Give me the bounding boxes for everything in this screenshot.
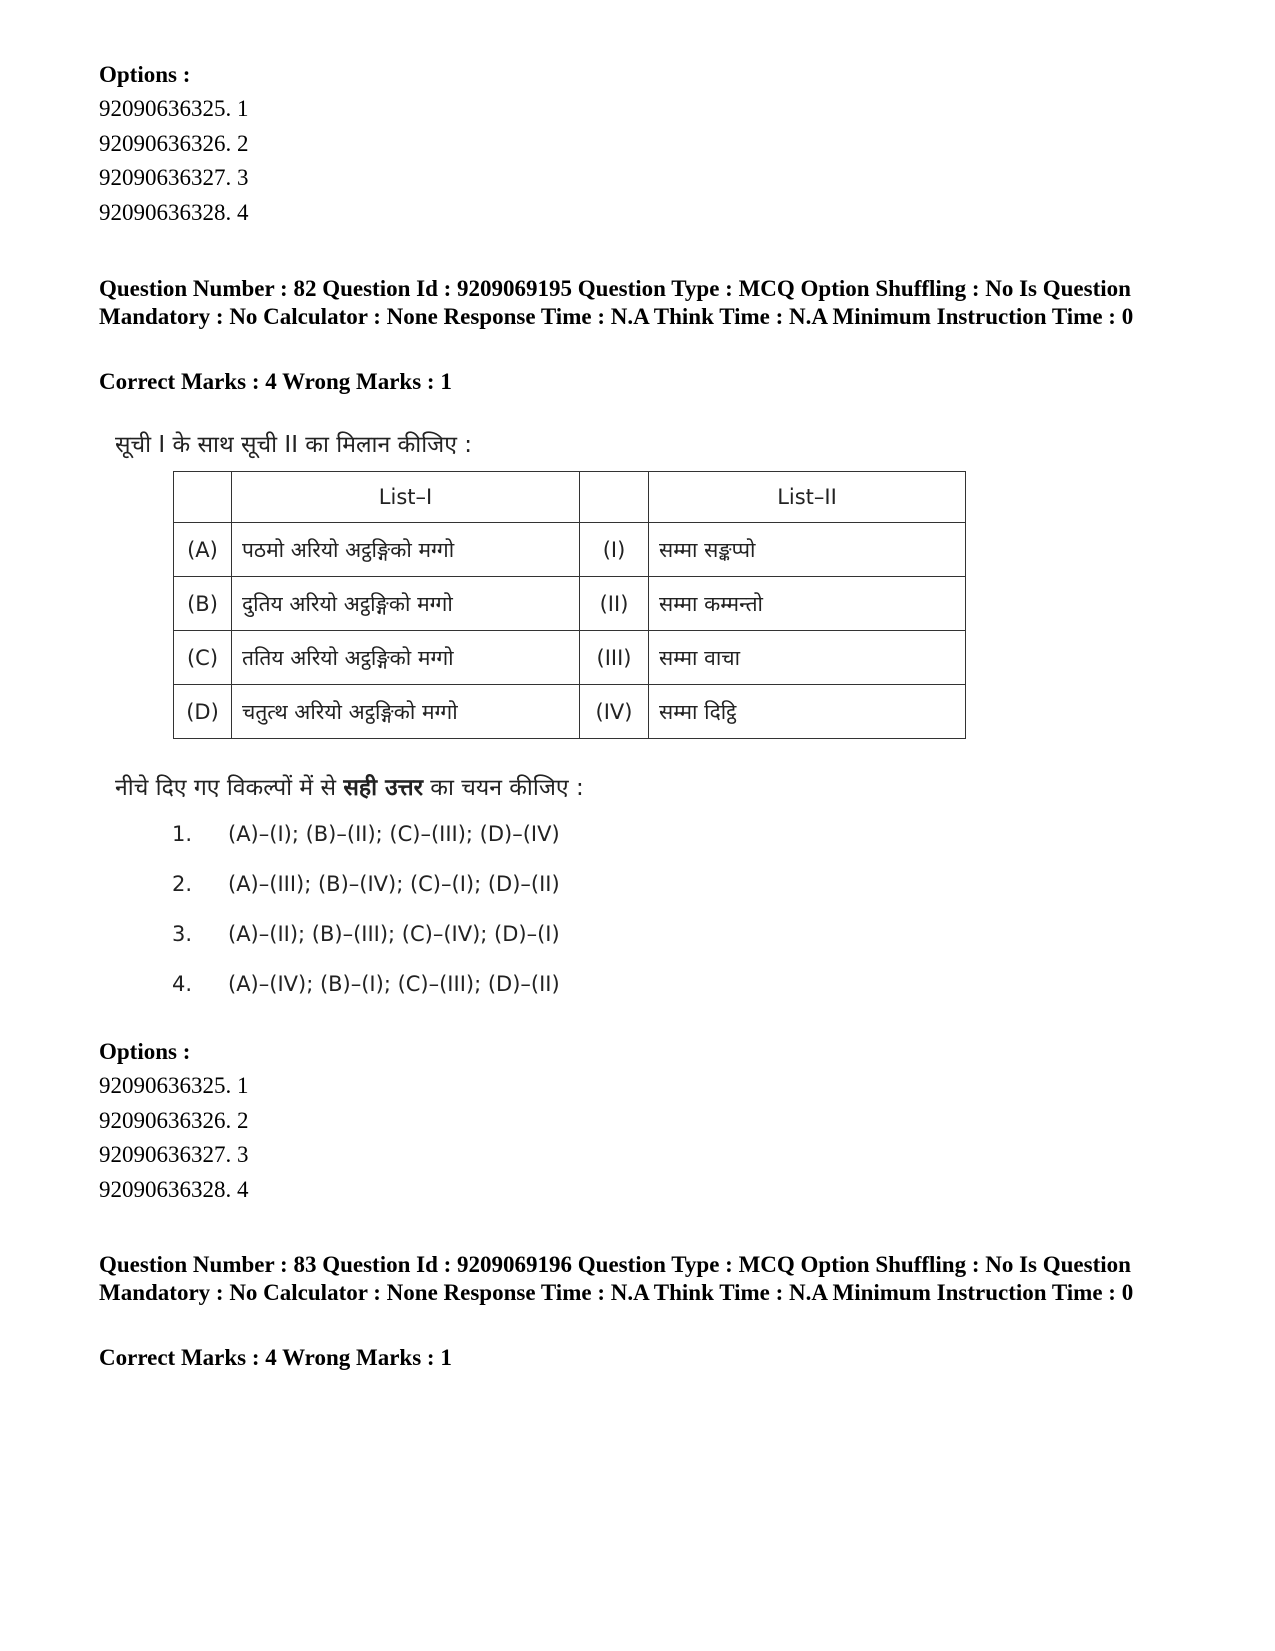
- question-82-prompt: सूची I के साथ सूची II का मिलान कीजिए :: [115, 432, 472, 458]
- row-label: (B): [174, 577, 232, 631]
- answer-choice: [172, 972, 560, 996]
- row-label: (A): [174, 523, 232, 577]
- option-line: 92090636325. 1: [99, 1073, 249, 1098]
- option-line: 92090636328. 4: [99, 1176, 249, 1202]
- answer-choice: [172, 922, 560, 946]
- choice-text: (A)–(II); (B)–(III); (C)–(IV); (D)–(I): [228, 922, 560, 946]
- options-heading: Options :: [99, 1039, 191, 1064]
- instruction-text: का चयन कीजिए :: [423, 775, 584, 801]
- table-row: [174, 685, 966, 739]
- table-header-cell: [580, 472, 649, 523]
- row-label: (C): [174, 631, 232, 685]
- list-1-item: दुतिय अरियो अट्ठङ्गिको मग्गो: [232, 577, 580, 631]
- table-row: [174, 577, 966, 631]
- table-header-cell: [174, 472, 232, 523]
- question-82-options-block: [99, 1035, 249, 1207]
- choice-number: 4.: [172, 972, 193, 996]
- question-82-marks: Correct Marks : 4 Wrong Marks : 1: [99, 369, 452, 394]
- options-heading: Options :: [99, 62, 191, 87]
- row-label: (I): [580, 523, 649, 577]
- top-options-block: [99, 58, 249, 230]
- option-line: 92090636327. 3: [99, 1142, 249, 1167]
- table-header-list-1: List–I: [232, 472, 580, 523]
- choice-number: 3.: [172, 922, 193, 946]
- table-row: [174, 631, 966, 685]
- list-2-item: सम्मा कम्मन्तो: [649, 577, 966, 631]
- list-1-item: पठमो अरियो अट्ठङ्गिको मग्गो: [232, 523, 580, 577]
- option-line: 92090636328. 4: [99, 199, 249, 225]
- list-2-item: सम्मा दिट्ठि: [649, 685, 966, 739]
- choice-text: (A)–(IV); (B)–(I); (C)–(III); (D)–(II): [228, 972, 560, 996]
- answer-choice: [172, 822, 560, 846]
- row-label: (D): [174, 685, 232, 739]
- option-line: 92090636326. 2: [99, 1107, 249, 1133]
- question-83-marks: Correct Marks : 4 Wrong Marks : 1: [99, 1345, 452, 1370]
- question-83-meta: Question Number : 83 Question Id : 9209069196 Question Type : MCQ Option Shuffling : No Is Question Mandatory : No Calculator : None Response Time : N.A Think Time : N.A Minimum Instruction Time : 0: [99, 1252, 1134, 1305]
- option-line: 92090636327. 3: [99, 165, 249, 190]
- choice-text: (A)–(I); (B)–(II); (C)–(III); (D)–(IV): [228, 822, 560, 846]
- question-82-meta: Question Number : 82 Question Id : 9209069195 Question Type : MCQ Option Shuffling : No Is Question Mandatory : No Calculator : None Response Time : N.A Think Time : N.A Minimum Instruction Time : 0: [99, 276, 1134, 329]
- list-1-item: ततिय अरियो अट्ठङ्गिको मग्गो: [232, 631, 580, 685]
- choice-number: 2.: [172, 872, 193, 896]
- list-2-item: सम्मा सङ्कप्पो: [649, 523, 966, 577]
- table-header-row: [174, 472, 966, 523]
- option-line: 92090636325. 1: [99, 96, 249, 121]
- choice-number: 1.: [172, 822, 193, 846]
- table-row: [174, 523, 966, 577]
- answer-choice: [172, 872, 560, 896]
- option-line: 92090636326. 2: [99, 130, 249, 156]
- match-table: [173, 471, 966, 739]
- row-label: (III): [580, 631, 649, 685]
- list-2-item: सम्मा वाचा: [649, 631, 966, 685]
- instruction-text: नीचे दिए गए विकल्पों में से: [115, 775, 344, 801]
- instruction-bold-text: सही उत्तर: [343, 775, 423, 801]
- row-label: (IV): [580, 685, 649, 739]
- question-82-instruction: [115, 770, 584, 802]
- choice-text: (A)–(III); (B)–(IV); (C)–(I); (D)–(II): [228, 872, 560, 896]
- table-header-list-2: List–II: [649, 472, 966, 523]
- list-1-item: चतुत्थ अरियो अट्ठङ्गिको मग्गो: [232, 685, 580, 739]
- row-label: (II): [580, 577, 649, 631]
